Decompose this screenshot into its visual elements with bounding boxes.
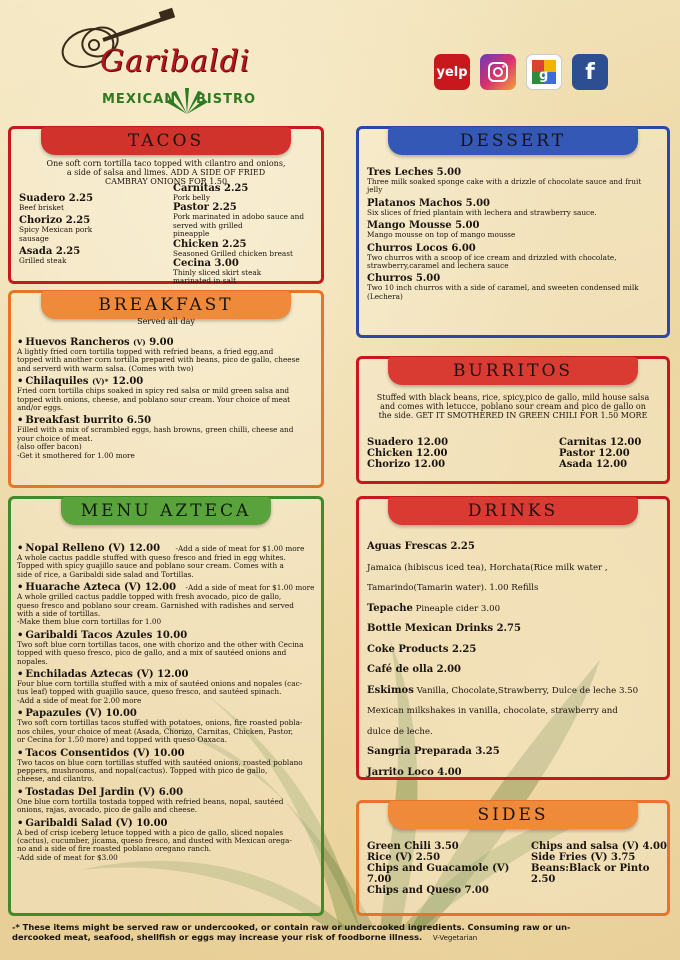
breakfast-list: [17, 337, 319, 460]
drink-line: [367, 640, 667, 661]
item-title: Garibaldi Tacos Azules: [25, 629, 153, 641]
menu-item: [17, 582, 319, 627]
item-title: Chilaquiles: [25, 376, 89, 388]
drink-desc: dulce de leche.: [367, 726, 433, 737]
burritos-right-column: [559, 437, 667, 470]
menu-item-desc: -Add a side of meat for 2.00 more: [17, 695, 142, 705]
drink-line: [367, 763, 667, 784]
item-title: Chorizo: [367, 459, 411, 470]
dessert-title: DESSERT: [388, 127, 638, 155]
yelp-icon[interactable]: [434, 54, 470, 90]
drink-line: [367, 660, 667, 681]
menu-item-desc: (Lechera): [367, 291, 403, 301]
drink-line: [367, 722, 667, 743]
side-item: Side Fries (V) 3.75: [531, 852, 636, 863]
menu-item-desc: -Make them blue corn tortillas for 1.00: [17, 617, 162, 627]
menu-item-desc: A whole cactus paddle stuffed with queso fresco and fried in egg whites.: [17, 553, 286, 562]
drinks-title: DRINKS: [388, 497, 638, 525]
menu-item: [17, 748, 319, 784]
sides-left-column: [367, 841, 527, 896]
menu-item-name: [559, 448, 667, 459]
menu-item-name: Chorizo 2.25: [19, 215, 91, 227]
menu-item-desc: served with grilled: [173, 220, 243, 230]
item-title: Huevos Rancheros: [25, 337, 130, 348]
tacos-left-column: [19, 193, 159, 266]
menu-item-name: Platanos Machos 5.00: [367, 197, 490, 209]
menu-item-desc: and serverd with warm salsa. (Comes with two): [17, 363, 194, 373]
tagline-right: BISTRO: [196, 92, 257, 107]
drink-name: Coke Products 2.25: [367, 643, 477, 655]
menu-item-name: • Breakfast burrito 6.50: [17, 415, 319, 426]
menu-item-name: [367, 448, 487, 459]
menu-item-name: Suadero 2.25: [19, 193, 94, 204]
yelp-label: yelp: [436, 64, 468, 80]
menu-item-desc: Six slices of fried plantain with lechera and strawberry sauce.: [367, 207, 597, 217]
veg-tag: (V): [133, 338, 146, 347]
burritos-left-column: [367, 437, 487, 470]
item-price: 12.00: [598, 448, 630, 459]
drink-name: Sangria Preparada 3.25: [367, 746, 500, 757]
facebook-icon[interactable]: [572, 54, 608, 90]
menu-item-desc: onions, rajas, avocado, pico de gallo and cheese.: [17, 805, 198, 815]
menu-item-desc: marinated in salt: [173, 276, 237, 286]
drinks-section: [356, 496, 670, 780]
drink-line: [367, 619, 667, 640]
menu-item: [17, 630, 319, 666]
menu-item-name: [17, 818, 319, 829]
menu-item-desc: Pork belly: [173, 193, 211, 202]
dessert-list: [367, 167, 665, 301]
drink-line: [367, 701, 667, 722]
google-plus-icon[interactable]: [526, 54, 562, 90]
item-price: 12.00: [610, 437, 642, 448]
menu-item-desc: Mango mousse on top of mango mousse: [367, 230, 516, 240]
menu-item-desc: A lightly fried corn tortilla topped with refried beans, a fried egg,and: [17, 347, 274, 356]
menu-item: [17, 787, 319, 815]
breakfast-section: [8, 290, 324, 488]
disclaimer-text: dercooked meat, seafood, shellfish or eggs may increase your risk of foodborne illness.: [12, 932, 423, 942]
menu-item-desc: Fried corn tortilla chips soaked in spicy red salsa or mild green salsa and: [17, 386, 290, 396]
menu-item: [17, 818, 319, 863]
tacos-title: TACOS: [41, 127, 291, 155]
menu-item-desc: cheese, and cilantro.: [17, 774, 94, 784]
item-title: Nopal Relleno: [25, 543, 105, 554]
menu-item-desc: (also offer bacon): [17, 442, 82, 452]
drink-name: Tepache: [367, 602, 413, 614]
menu-item-name: [17, 748, 319, 759]
menu-item-name: Carnitas 2.25: [173, 183, 249, 194]
menu-item-desc: Thinly sliced skirt steak: [173, 268, 262, 278]
drink-line: [367, 599, 667, 620]
menu-item-desc: One blue corn tortilla tostada topped with refried beans, nopal, sautéed: [17, 796, 284, 806]
burritos-intro-line: and comes with letucce, poblano sour cream and pico de gallo on: [380, 402, 646, 411]
menu-item-name: Churros Locos 6.00: [367, 242, 476, 254]
menu-item-desc: pineapple: [173, 229, 210, 239]
sides-right-column: [531, 841, 669, 885]
item-price: (V) 12.00: [124, 582, 177, 594]
menu-item-desc: Two tacos on blue corn tortillas stuffed with sautéed onions, roasted poblano: [17, 757, 303, 767]
side-item: Rice (V) 2.50: [367, 852, 441, 863]
menu-item-desc: Beef brisket: [19, 203, 64, 212]
menu-item-name: Pastor 2.25: [173, 202, 237, 214]
azteca-list: [17, 543, 319, 865]
side-item: Green Chili 3.50: [367, 841, 459, 852]
menu-item-desc: Two churros with a scoop of ice cream and drizzled with chocolate,: [367, 252, 617, 262]
drinks-list: [367, 537, 667, 783]
side-item: Chips and Guacamole (V) 7.00: [367, 863, 510, 885]
item-note: -Add a side of meat for $1.00 more: [175, 544, 305, 553]
item-price: (V) 12.00: [136, 669, 189, 681]
drink-line: [367, 558, 667, 579]
sides-section: [356, 800, 670, 916]
menu-item-desc: jelly: [367, 185, 383, 195]
drink-line: [367, 681, 667, 702]
item-title: Papazules: [25, 708, 82, 720]
menu-item-desc: or Cecina for 1.50 more) and topped with queso Oaxaca.: [17, 735, 227, 745]
drink-line: [367, 742, 667, 763]
disclaimer-line: -* These items might be served raw or undercooked, or contain raw or undercooked ingredients. Consuming raw or un-: [12, 922, 571, 932]
drink-line: [367, 537, 667, 558]
menu-item-name: Mango Mousse 5.00: [367, 220, 480, 232]
menu-item-name: Tres Leches 5.00: [367, 167, 462, 178]
menu-item-desc: topped with queso fresco, pico de gallo, and a mix of sautéed onions and: [17, 648, 287, 658]
menu-item-name: Churros 5.00: [367, 273, 441, 285]
sides-title: SIDES: [388, 801, 638, 829]
drink-desc: Mexican milkshakes in vanilla, chocolate, strawberry and: [367, 706, 618, 716]
menu-item-name: [559, 459, 667, 470]
menu-item-desc: Two soft blue corn tortillas tacos, one with chorizo and the other with Cecina: [17, 639, 304, 649]
tagline-left: MEXICAN: [102, 92, 177, 107]
menu-item-desc: tus leaf) topped with guajillo sauce, queso fresco, and sautéed spinach.: [17, 687, 282, 697]
burritos-title: BURRITOS: [388, 357, 638, 385]
item-price: 12.00: [416, 437, 449, 448]
instagram-icon[interactable]: [480, 54, 516, 90]
item-title: Enchiladas Aztecas: [25, 669, 133, 681]
menu-item-desc: sausage: [19, 233, 49, 243]
veg-tag: (V)*: [92, 377, 109, 387]
tacos-section: [8, 126, 324, 284]
drink-name: Bottle Mexican Drinks 2.75: [367, 623, 521, 634]
menu-item-desc: -Get it smothered for 1.00 more: [17, 450, 135, 460]
menu-item-desc: side of rice, a Garibaldi side salad and Tortillas.: [17, 569, 194, 579]
item-price: 9.00: [149, 337, 174, 348]
item-price: (V) 10.00: [132, 747, 185, 759]
item-title: Garibaldi Salad: [25, 817, 113, 829]
menu-item-desc: Three milk soaked sponge cake with a drizzle of chocolate sauce and fruit: [367, 177, 642, 186]
brand-name: Garibaldi: [100, 44, 251, 79]
side-item: Beans:Black or Pinto 2.50: [531, 863, 650, 885]
drink-name: Café de olla 2.00: [367, 664, 462, 675]
item-price: 12.00: [416, 448, 448, 459]
item-title: Chicken: [367, 448, 413, 459]
menu-item-desc: A whole grilled cactus paddle topped with fresh avocado, pico de gallo,: [17, 592, 282, 602]
item-price: 12.00: [595, 459, 628, 470]
item-price: (V) 6.00: [138, 786, 184, 798]
svg-text:g: g: [539, 68, 549, 83]
item-title: Huarache Azteca: [25, 582, 121, 594]
side-item: Chips and Queso 7.00: [367, 885, 489, 896]
menu-item-name: Asada 2.25: [19, 246, 81, 258]
menu-item-name: [559, 437, 667, 448]
drink-desc: Jamaica (hibiscus iced tea), Horchata(Rice milk water ,: [367, 562, 608, 573]
menu-item-desc: A bed of crisp iceberg letuce topped with a pico de gallo, sliced nopales: [17, 827, 284, 837]
menu-item-desc: Filled with a mix of scrambled eggs, hash browns, green chilli, cheese and: [17, 425, 294, 435]
item-price: (V) 12.00: [108, 543, 161, 554]
menu-item-desc: Grilled steak: [19, 256, 67, 266]
item-price: (V) 10.00: [115, 817, 168, 829]
menu-item-name: Cecina 3.00: [173, 258, 239, 270]
burritos-intro-line: the side. GET IT SMOTHERED IN GREEN CHILI FOR 1.50 MORE: [378, 411, 648, 420]
facebook-label: f: [585, 59, 595, 85]
vegetarian-legend: V-Vegetarian: [432, 934, 478, 942]
disclaimer-line-2: [12, 932, 672, 943]
menu-item-desc: peppers, mushrooms, and nopal(cactus). Topped with pico de gallo,: [17, 765, 268, 775]
menu-item-desc: nopales.: [17, 656, 48, 666]
item-price: 12.00: [413, 459, 446, 470]
dessert-section: [356, 126, 670, 338]
menu-item-desc: Four blue corn tortilla stuffed with a mix of sautéed onions and nopales (cac-: [17, 679, 303, 689]
menu-item-desc: nos chiles, your choice of meat (Asada, Chorizo, Carnitas, Chicken, Pastor,: [17, 726, 293, 736]
breakfast-subtitle: Served all day: [137, 317, 195, 326]
footer-disclaimer: [12, 922, 672, 943]
item-price: 12.00: [111, 376, 144, 388]
item-title: Carnitas: [559, 437, 607, 448]
menu-item-desc: with a side of tortillas.: [17, 609, 101, 619]
menu-item-desc: Two soft corn tortillas tacos stuffed with potatoes, onions, fire roasted pobla-: [17, 718, 303, 728]
menu-item-desc: your choice of meat.: [17, 433, 93, 443]
item-title: Suadero: [367, 437, 414, 448]
tacos-intro: [15, 159, 317, 186]
burritos-section: [356, 356, 670, 484]
side-item: Chips and salsa (V) 4.00: [531, 841, 667, 852]
menu-item-desc: strawberry,caramel and lechera sauce: [367, 261, 509, 271]
menu-item-name: [367, 459, 487, 470]
social-links: [434, 54, 608, 90]
menu-item-desc: topped with onions, cheese, and poblano sour cream. Your choice of meat: [17, 394, 291, 404]
drink-desc: Tamarindo(Tamarin water). 1.00 Refills: [367, 583, 539, 593]
drink-desc: Vanilla, Chocolate,Strawberry, Dulce de leche 3.50: [413, 685, 639, 696]
burritos-intro: [363, 393, 663, 420]
drink-name: Aguas Frescas 2.25: [367, 541, 475, 552]
tacos-right-column: [173, 183, 321, 286]
breakfast-title: BREAKFAST: [41, 291, 291, 319]
item-title: Asada: [559, 459, 593, 470]
drink-name: Jarrito Loco 4.00: [367, 766, 462, 778]
menu-item-name: [367, 437, 487, 448]
drink-desc: Pineaple cider 3.00: [412, 603, 501, 614]
menu-item: [17, 708, 319, 744]
menu-item-desc: (cactus), cucumber, jicama, queso fresco, and dusted with Mexican orega-: [17, 835, 292, 845]
item-note: -Add a side of meat for $1.00 more: [185, 583, 315, 593]
menu-item-desc: Seasoned Grilled chicken breast: [173, 248, 293, 258]
item-price: 10.00: [155, 629, 188, 641]
azteca-section: [8, 496, 324, 916]
menu-item-desc: no and a side of fire roasted poblano oregano ranch.: [17, 844, 212, 854]
menu-item-desc: Pork marinated in adobo sauce and: [173, 212, 305, 222]
menu-item-name: Chicken 2.25: [173, 238, 247, 250]
item-title: Tostadas Del Jardin: [25, 786, 135, 798]
menu-item-desc: queso fresco and poblano sour cream. Garnished with radishes and served: [17, 600, 294, 610]
menu-item-desc: topped with another corn tortilla prepared with beans, pico de gallo, cheese: [17, 355, 300, 365]
menu-item-desc: Spicy Mexican pork: [19, 225, 93, 235]
item-title: Tacos Consentidos: [25, 747, 130, 759]
menu-item-desc: -Add side of meat for $3.00: [17, 852, 118, 862]
menu-item-desc: Two 10 inch churros with a side of caramel, and sweeten condensed milk: [367, 283, 639, 293]
burritos-intro-line: Stuffed with black beans, rice, spicy,pico de gallo, mild house salsa: [376, 393, 650, 402]
item-title: Pastor: [559, 448, 595, 459]
drink-name: Eskimos: [367, 684, 414, 696]
tacos-intro-line: One soft corn tortilla taco topped with cilantro and onions,: [46, 159, 286, 168]
tacos-intro-line: a side of salsa and limes. ADD A SIDE OF FRIED: [66, 168, 266, 177]
menu-item-desc: and/or eggs.: [17, 403, 64, 413]
drink-line: [367, 578, 667, 599]
menu-item-desc: Topped with spicy guajillo sauce and poblano sour cream. Comes with a: [17, 561, 284, 571]
menu-item: [17, 669, 319, 705]
item-price: (V) 10.00: [84, 708, 137, 720]
menu-item: [17, 543, 319, 579]
tacos-intro-line: CAMBRAY ONIONS FOR 1.50: [104, 177, 228, 186]
azteca-title: MENU AZTECA: [61, 497, 271, 525]
